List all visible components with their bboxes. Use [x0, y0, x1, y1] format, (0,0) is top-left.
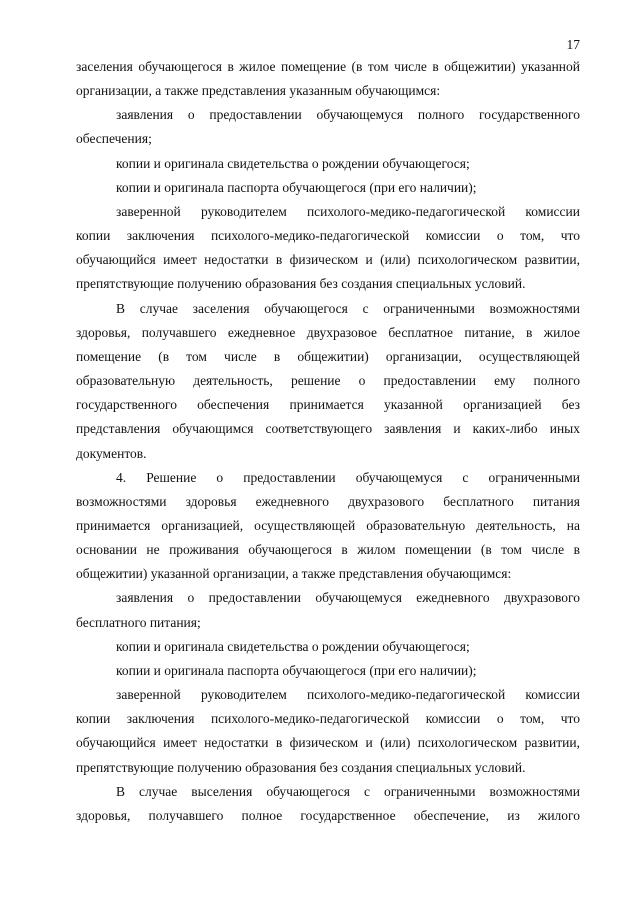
text-line: документов.	[76, 445, 147, 461]
text-line: копии и оригинала свидетельства о рождении обучающегося;	[116, 638, 470, 654]
text-line: копии и оригинала паспорта обучающегося (при его наличии);	[116, 662, 477, 678]
text-line: образовательную деятельность, решение о предоставлении ему полного	[76, 373, 580, 389]
text-line: препятствующие получению образования без создания специальных условий.	[76, 759, 526, 775]
text-line: государственного обеспечения принимается указанной организацией без	[76, 397, 580, 413]
text-line: заверенной руководителем психолого-медико-педагогической комиссии	[116, 687, 580, 703]
text-line: копии и оригинала паспорта обучающегося (при его наличии);	[116, 179, 477, 195]
text-line: копии заключения психолого-медико-педагогической комиссии о том, что	[76, 228, 580, 244]
text-line: заселения обучающегося в жилое помещение (в том числе в общежитии) указанной	[76, 59, 580, 74]
text-line: основании не проживания обучающегося в жилом помещении (в том числе в	[76, 542, 580, 558]
text-line: бесплатного питания;	[76, 614, 201, 630]
text-line: 4. Решение о предоставлении обучающемуся с ограниченными	[116, 469, 580, 485]
text-line: обеспечения;	[76, 131, 152, 147]
text-line: обучающийся имеет недостатки в физическом и (или) психологическом развитии,	[76, 252, 580, 268]
body-text	[76, 55, 580, 828]
text-line: обучающийся имеет недостатки в физическом и (или) психологическом развитии,	[76, 735, 580, 751]
text-line: В случае выселения обучающегося с ограниченными возможностями	[116, 783, 580, 799]
text-line: препятствующие получению образования без создания специальных условий.	[76, 276, 526, 292]
text-line: принимается организацией, осуществляющей образовательную деятельность, на	[76, 517, 580, 533]
text-line: организации, а также представления указанным обучающимся:	[76, 83, 441, 99]
text-line: заявления о предоставлении обучающемуся ежедневного двухразового	[116, 590, 580, 606]
page-number: 17	[566, 37, 580, 52]
text-line: копии и оригинала свидетельства о рождении обучающегося;	[116, 155, 470, 171]
text-line: возможностями здоровья ежедневного двухразового бесплатного питания	[76, 493, 580, 509]
text-line: заверенной руководителем психолого-медико-педагогической комиссии	[116, 203, 580, 219]
text-line: здоровья, получавшего ежедневное двухразовое бесплатное питание, в жилое	[76, 324, 580, 340]
text-line: помещение (в том числе в общежитии) организации, осуществляющей	[76, 348, 580, 364]
text-line: В случае заселения обучающегося с ограниченными возможностями	[116, 300, 580, 316]
text-line: здоровья, получавшего полное государственное обеспечение, из жилого	[76, 807, 580, 823]
text-line: заявления о предоставлении обучающемуся полного государственного	[116, 107, 580, 123]
text-line: общежитии) указанной организации, а также представления обучающимся:	[76, 566, 512, 582]
text-line: копии заключения психолого-медико-педагогической комиссии о том, что	[76, 711, 580, 727]
text-line: представления обучающимся соответствующего заявления и каких-либо иных	[76, 421, 580, 437]
